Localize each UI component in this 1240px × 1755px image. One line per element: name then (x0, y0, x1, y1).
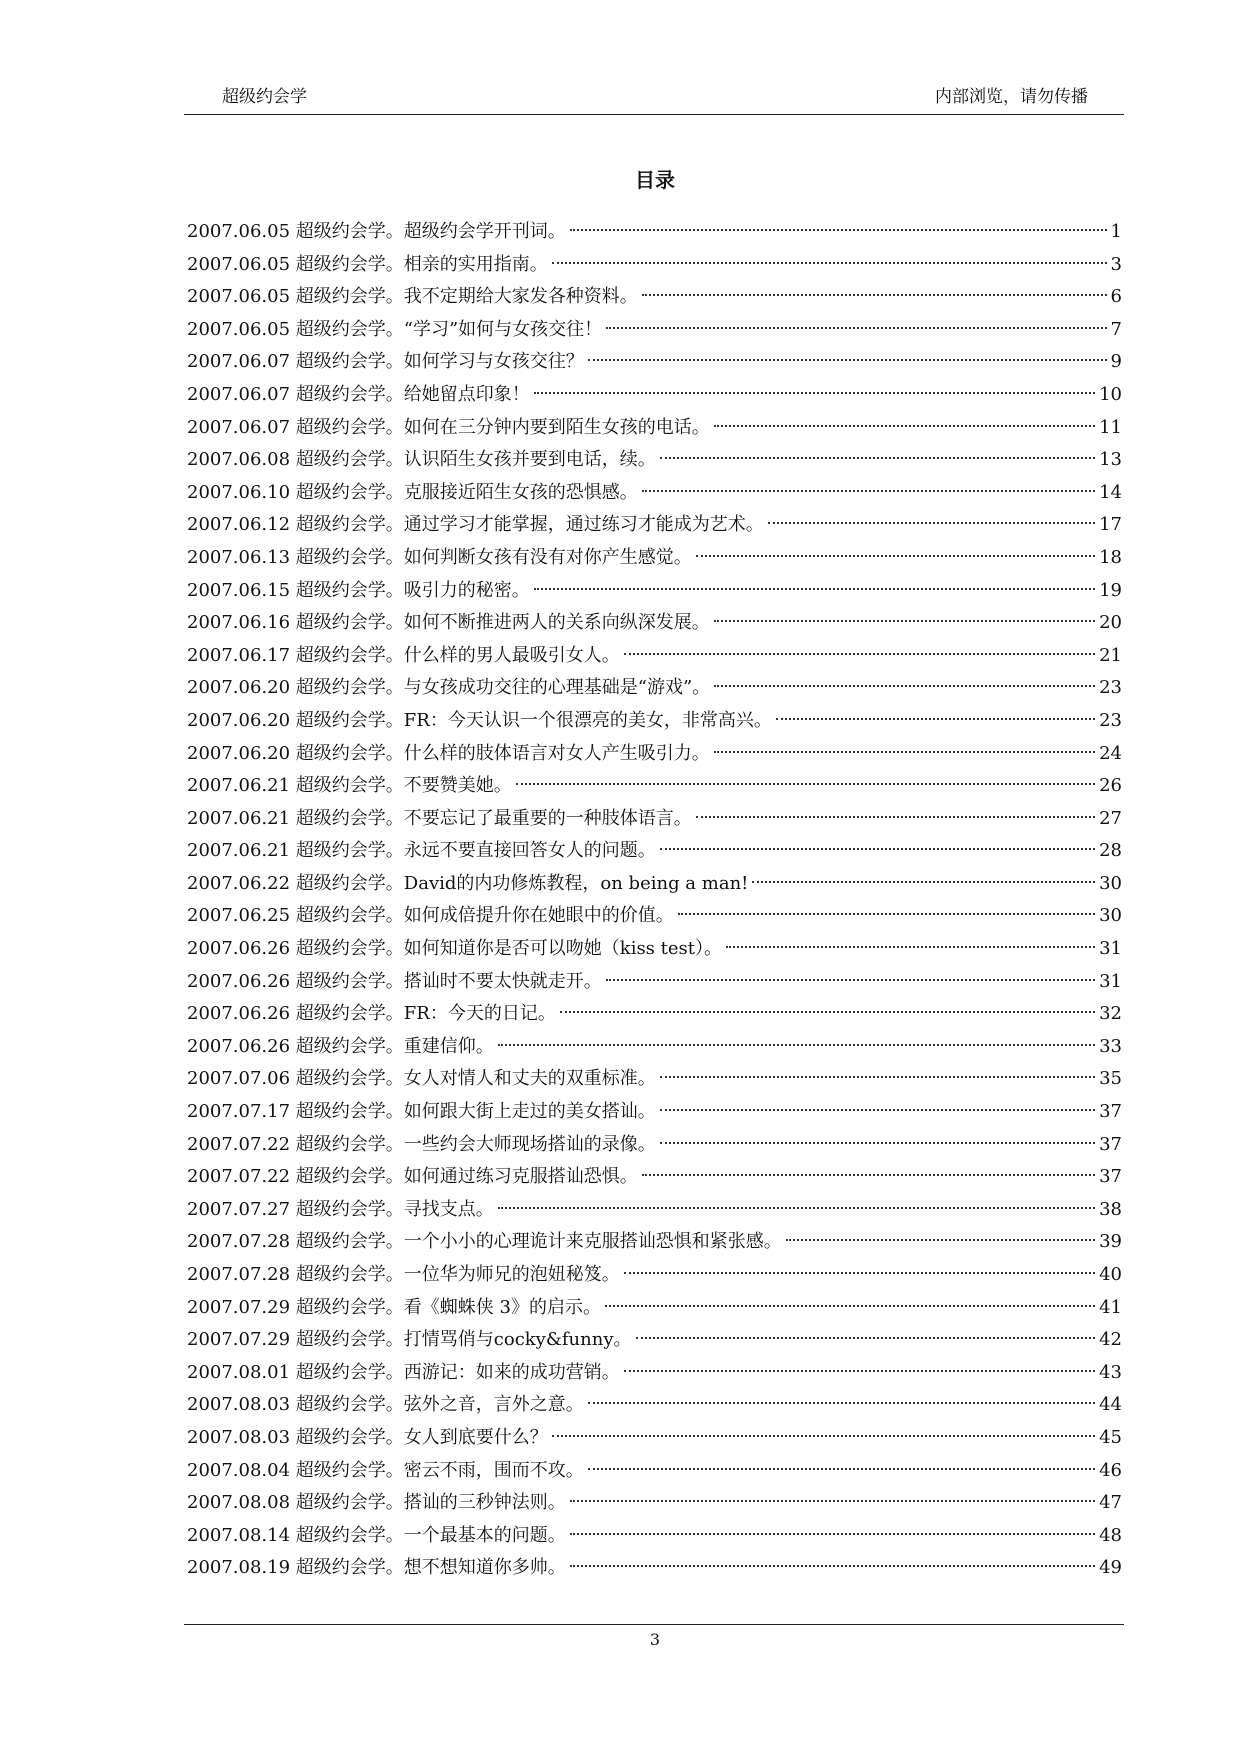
toc-title: 目录 (635, 168, 675, 192)
toc-entry-title: 2007.07.28 超级约会学。一个小小的心理诡计来克服搭讪恐惧和紧张感。 (187, 1231, 782, 1253)
toc-entry-page: 27 (1099, 807, 1122, 829)
toc-dot-leader (606, 327, 1106, 329)
toc-entry[interactable] (187, 477, 1122, 510)
toc-entry-page: 1 (1110, 221, 1122, 242)
toc-entry-page: 23 (1099, 709, 1122, 731)
toc-entry-title: 2007.08.08 超级约会学。搭讪的三秒钟法则。 (187, 1492, 566, 1514)
toc-dot-leader (660, 457, 1095, 459)
toc-entry-title: 2007.06.26 超级约会学。搭讪时不要太快就走开。 (187, 970, 602, 992)
toc-entry-page: 26 (1099, 775, 1122, 797)
toc-entry-page: 45 (1099, 1426, 1122, 1448)
toc-entry-title: 2007.08.03 超级约会学。弦外之音，言外之意。 (187, 1394, 584, 1416)
toc-dot-leader (624, 1370, 1095, 1372)
toc-entry[interactable] (187, 444, 1122, 477)
toc-entry-title: 2007.06.21 超级约会学。永远不要直接回答女人的问题。 (187, 840, 656, 862)
toc-dot-leader (570, 1500, 1095, 1502)
toc-dot-leader (534, 392, 1095, 394)
toc-entry[interactable] (187, 1324, 1122, 1357)
page-number: 3 (649, 1630, 661, 1649)
toc-entry[interactable] (187, 1096, 1122, 1129)
toc-entry[interactable] (187, 1194, 1122, 1227)
toc-entry-title: 2007.06.17 超级约会学。什么样的男人最吸引女人。 (187, 644, 620, 666)
toc-dot-leader (660, 1109, 1095, 1111)
toc-entry[interactable] (187, 1063, 1122, 1096)
toc-entry-title: 2007.06.12 超级约会学。通过学习才能掌握，通过练习才能成为艺术。 (187, 514, 764, 536)
toc-entry-page: 19 (1099, 579, 1122, 601)
toc-entry[interactable] (187, 281, 1122, 314)
toc-dot-leader (752, 881, 1095, 883)
toc-entry-title: 2007.07.22 超级约会学。一些约会大师现场搭讪的录像。 (187, 1133, 656, 1155)
toc-entry-title: 2007.07.22 超级约会学。如何通过练习克服搭讪恐惧。 (187, 1166, 638, 1188)
toc-entry[interactable] (187, 1259, 1122, 1292)
toc-entry[interactable] (187, 575, 1122, 608)
toc-entry-page: 37 (1099, 1133, 1122, 1155)
toc-dot-leader (570, 1533, 1095, 1535)
toc-entry-page: 37 (1099, 1101, 1122, 1123)
toc-entry-title: 2007.06.07 超级约会学。如何在三分钟内要到陌生女孩的电话。 (187, 416, 710, 438)
toc-entry-page: 38 (1099, 1198, 1122, 1220)
toc-entry[interactable] (187, 412, 1122, 445)
toc-entry-page: 9 (1110, 351, 1122, 373)
toc-entry-page: 49 (1099, 1557, 1122, 1579)
toc-entry-page: 37 (1099, 1166, 1122, 1188)
toc-dot-leader (570, 1565, 1095, 1567)
toc-entry-page: 44 (1099, 1394, 1122, 1416)
toc-entry-title: 2007.06.15 超级约会学。吸引力的秘密。 (187, 579, 530, 601)
toc-entry-title: 2007.06.05 超级约会学。“学习”如何与女孩交往！ (187, 318, 603, 340)
toc-entry-page: 13 (1099, 449, 1122, 471)
toc-dot-leader (588, 1468, 1095, 1470)
toc-dot-leader (642, 294, 1107, 296)
toc-entry-page: 42 (1099, 1329, 1122, 1351)
toc-entry[interactable] (187, 966, 1122, 999)
toc-entry[interactable] (187, 379, 1122, 412)
toc-dot-leader (570, 229, 1107, 231)
toc-entry-title: 2007.08.14 超级约会学。一个最基本的问题。 (187, 1524, 566, 1546)
toc-entry-page: 3 (1110, 253, 1122, 275)
toc-entry[interactable] (187, 1520, 1122, 1553)
toc-dot-leader (714, 685, 1095, 687)
toc-entry-title: 2007.06.05 超级约会学。相亲的实用指南。 (187, 253, 548, 275)
header-document-title: 超级约会学 (222, 87, 307, 107)
toc-entry-title: 2007.08.19 超级约会学。想不想知道你多帅。 (187, 1557, 566, 1579)
toc-entry-page: 30 (1099, 905, 1122, 927)
toc-entry-title: 2007.06.25 超级约会学。如何成倍提升你在她眼中的价值。 (187, 905, 674, 927)
toc-entry-title: 2007.06.21 超级约会学。不要忘记了最重要的一种肢体语言。 (187, 807, 692, 829)
toc-dot-leader (642, 1174, 1095, 1176)
header-confidential-notice: 内部浏览，请勿传播 (935, 87, 1088, 107)
toc-entry[interactable] (187, 314, 1122, 347)
toc-entry-page: 30 (1099, 872, 1122, 894)
page-footer-rule (184, 1624, 1124, 1625)
toc-entry-page: 18 (1099, 546, 1122, 568)
toc-entry[interactable] (187, 509, 1122, 542)
toc-entry-title: 2007.06.20 超级约会学。FR：今天认识一个很漂亮的美女，非常高兴。 (187, 709, 772, 731)
toc-entry-page: 48 (1099, 1524, 1122, 1546)
toc-entry-page: 43 (1099, 1361, 1122, 1383)
toc-entry[interactable] (187, 249, 1122, 282)
toc-entry-title: 2007.07.17 超级约会学。如何跟大街上走过的美女搭讪。 (187, 1101, 656, 1123)
toc-dot-leader (696, 816, 1095, 818)
toc-entry[interactable] (187, 1552, 1122, 1585)
toc-entry-title: 2007.06.26 超级约会学。重建信仰。 (187, 1035, 494, 1057)
toc-entry-page: 35 (1099, 1068, 1122, 1090)
toc-entry-page: 47 (1099, 1492, 1122, 1514)
toc-entry-page: 6 (1110, 286, 1122, 308)
toc-entry-page: 20 (1099, 612, 1122, 634)
toc-entry[interactable] (187, 607, 1122, 640)
toc-entry-title: 2007.07.27 超级约会学。寻找支点。 (187, 1198, 494, 1220)
toc-dot-leader (516, 783, 1095, 785)
toc-entry-page: 39 (1099, 1231, 1122, 1253)
toc-entry[interactable] (187, 705, 1122, 738)
toc-entry-page: 31 (1099, 938, 1122, 960)
toc-entry-title: 2007.06.10 超级约会学。克服接近陌生女孩的恐惧感。 (187, 481, 638, 503)
toc-dot-leader (660, 1142, 1095, 1144)
toc-dot-leader (588, 1402, 1095, 1404)
toc-dot-leader (696, 555, 1095, 557)
toc-entry[interactable] (187, 1422, 1122, 1455)
toc-entry-title: 2007.06.13 超级约会学。如何判断女孩有没有对你产生感觉。 (187, 546, 692, 568)
toc-entry-title: 2007.06.26 超级约会学。如何知道你是否可以吻她（kiss test）。 (187, 938, 722, 960)
toc-dot-leader (642, 490, 1095, 492)
toc-entry-page: 23 (1099, 677, 1122, 699)
toc-entry[interactable] (187, 346, 1122, 379)
toc-entry-title: 2007.07.28 超级约会学。一位华为师兄的泡妞秘笈。 (187, 1264, 620, 1285)
toc-dot-leader (714, 751, 1095, 753)
toc-dot-leader (498, 1044, 1095, 1046)
toc-entry[interactable] (187, 672, 1122, 705)
toc-dot-leader (726, 946, 1095, 948)
toc-entry-title: 2007.07.06 超级约会学。女人对情人和丈夫的双重标准。 (187, 1068, 656, 1090)
toc-entry[interactable] (187, 738, 1122, 771)
toc-dot-leader (624, 653, 1095, 655)
toc-entry-page: 24 (1099, 742, 1122, 764)
toc-entry[interactable] (187, 1357, 1122, 1390)
toc-entry[interactable] (187, 900, 1122, 933)
toc-dot-leader (768, 522, 1095, 524)
toc-entry[interactable] (187, 1487, 1122, 1520)
toc-dot-leader (678, 913, 1095, 915)
toc-entry-page: 32 (1099, 1003, 1122, 1025)
toc-entry-title: 2007.06.20 超级约会学。什么样的肢体语言对女人产生吸引力。 (187, 742, 710, 764)
toc-entry-page: 21 (1099, 644, 1122, 666)
toc-dot-leader (624, 1272, 1095, 1274)
toc-entry-page: 14 (1099, 481, 1122, 503)
toc-entry[interactable] (187, 1226, 1122, 1259)
toc-dot-leader (606, 979, 1095, 981)
toc-entry-title: 2007.06.20 超级约会学。与女孩成功交往的心理基础是“游戏”。 (187, 677, 711, 699)
toc-entry-page: 28 (1099, 840, 1122, 862)
toc-dot-leader (714, 425, 1095, 427)
toc-entry[interactable] (187, 868, 1122, 901)
toc-dot-leader (588, 359, 1107, 361)
toc-entry-page: 46 (1099, 1459, 1122, 1481)
toc-entry[interactable] (187, 1129, 1122, 1162)
toc-entry[interactable] (187, 542, 1122, 575)
toc-entry-title: 2007.06.22 超级约会学。David的内功修炼教程，on being a man! (187, 872, 749, 894)
toc-entry-page: 31 (1099, 970, 1122, 992)
toc-entry-title: 2007.07.29 超级约会学。看《蜘蛛侠 3》的启示。 (187, 1296, 601, 1318)
toc-entry-title: 2007.06.08 超级约会学。认识陌生女孩并要到电话，续。 (187, 449, 656, 471)
toc-dot-leader (552, 262, 1107, 264)
toc-entry[interactable] (187, 770, 1122, 803)
toc-entry-title: 2007.06.21 超级约会学。不要赞美她。 (187, 775, 512, 797)
toc-entry-page: 33 (1099, 1035, 1122, 1057)
toc-entry-title: 2007.06.07 超级约会学。如何学习与女孩交往？ (187, 351, 584, 373)
toc-entry-title: 2007.06.16 超级约会学。如何不断推进两人的关系向纵深发展。 (187, 612, 710, 634)
toc-entry[interactable] (187, 933, 1122, 966)
toc-entry-title: 2007.08.04 超级约会学。密云不雨，围而不攻。 (187, 1459, 584, 1481)
toc-dot-leader (786, 1239, 1095, 1241)
toc-entry[interactable] (187, 803, 1122, 836)
toc-entry-page: 10 (1099, 383, 1122, 405)
toc-entry-page: 11 (1099, 416, 1122, 438)
toc-entry-title: 2007.08.01 超级约会学。西游记：如来的成功营销。 (187, 1361, 620, 1383)
toc-entry[interactable] (187, 1292, 1122, 1325)
toc-dot-leader (605, 1305, 1095, 1307)
toc-dot-leader (498, 1207, 1095, 1209)
page-header (184, 86, 1124, 115)
toc-entry[interactable] (187, 1161, 1122, 1194)
toc-entry-title: 2007.06.05 超级约会学。超级约会学开刊词。 (187, 221, 566, 242)
toc-entry-title: 2007.07.29 超级约会学。打情骂俏与cocky&funny。 (187, 1329, 632, 1351)
toc-entry-title: 2007.06.05 超级约会学。我不定期给大家发各种资料。 (187, 286, 638, 308)
toc-dot-leader (534, 588, 1095, 590)
toc-entry[interactable] (187, 216, 1122, 249)
toc-entry[interactable] (187, 835, 1122, 868)
toc-entry[interactable] (187, 1389, 1122, 1422)
toc-entry-title: 2007.08.03 超级约会学。女人到底要什么？ (187, 1426, 548, 1448)
toc-dot-leader (636, 1337, 1096, 1339)
toc-dot-leader (776, 718, 1095, 720)
toc-entry[interactable] (187, 1031, 1122, 1064)
toc-entry-page: 41 (1099, 1296, 1122, 1318)
toc-entry-page: 7 (1110, 318, 1122, 340)
toc-entry-title: 2007.06.26 超级约会学。FR：今天的日记。 (187, 1003, 556, 1025)
toc-dot-leader (560, 1011, 1095, 1013)
toc-entry-title: 2007.06.07 超级约会学。给她留点印象！ (187, 383, 530, 405)
toc-list (187, 216, 1122, 1585)
toc-entry-page: 17 (1099, 514, 1122, 536)
toc-entry[interactable] (187, 640, 1122, 673)
toc-dot-leader (660, 848, 1095, 850)
toc-dot-leader (552, 1435, 1095, 1437)
toc-entry[interactable] (187, 998, 1122, 1031)
toc-dot-leader (714, 620, 1095, 622)
toc-entry[interactable] (187, 1455, 1122, 1488)
toc-dot-leader (660, 1076, 1095, 1078)
toc-entry-page: 40 (1099, 1264, 1122, 1285)
